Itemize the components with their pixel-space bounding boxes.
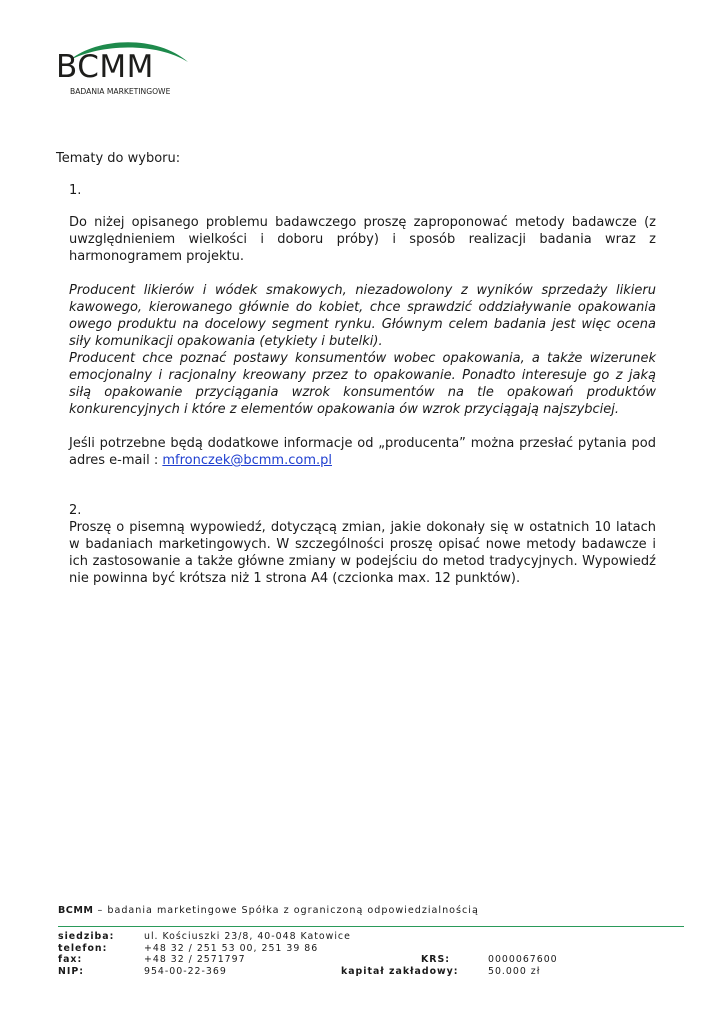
document-body [56, 150, 656, 587]
fax-value: +48 32 / 2571797 [144, 954, 246, 965]
siedziba-value: ul. Kościuszki 23/8, 40-048 Katowice [144, 931, 351, 942]
telefon-label: telefon: [58, 942, 108, 954]
topic-2 [56, 502, 656, 587]
nip-label: NIP: [58, 965, 84, 977]
kapital-value: 50.000 zł [488, 965, 541, 977]
topic-2-text: Proszę o pisemną wypowiedź, dotyczącą zmian, jakie dokonały się w ostatnich 10 latach w badaniach marketingowych. W szczególności proszę opisać nowe metody badawcze i ich zastosowanie a także główne zmiany w podejściu do metod tradycyjnych. Wypowiedź nie powinna być krótsza niż 1 strona A4 (czcionka max. 12 punktów). [69, 520, 656, 586]
topic-1-number: 1. [69, 183, 82, 198]
kapital-label: kapitał zakładowy: [341, 965, 459, 977]
email-link[interactable]: mfronczek@bcmm.com.pl [162, 453, 332, 468]
topic-2-number: 2. [69, 503, 82, 518]
nip-value: 954-00-22-369 [144, 965, 227, 977]
footer [58, 905, 684, 977]
siedziba-label: siedziba: [58, 931, 115, 942]
footer-company-name: BCMM [58, 905, 94, 916]
topics-title: Tematy do wyboru: [56, 151, 181, 166]
footer-company-desc: – badania marketingowe Spółka z ograniczoną odpowiedzialnością [93, 905, 479, 916]
contact-text: Jeśli potrzebne będą dodatkowe informacje od „producenta” można przesłać pytania pod adres e-mail : [69, 436, 656, 468]
topic-1 [56, 182, 656, 469]
telefon-value: +48 32 / 251 53 00, 251 39 86 [144, 942, 319, 954]
topic-1-intro: Do niżej opisanego problemu badawczego proszę zaproponować metody badawcze (z uwzględnieniem wielkości i doboru próby) i sposób realizacji badania wraz z harmonogramem projektu. [69, 215, 656, 264]
logo-letters: BCMM [56, 49, 154, 85]
topic-1-case-paragraph-2: Producent chce poznać postawy konsumentów wobec opakowania, a także wizerunek emocjonalny i racjonalny kreowany przez to opakowanie. Ponadto interesuje go z jaką siłą opakowanie przyciągania wzrok konsumentów na tle opakowań produktów konkurencyjnych i które z elementów opakowania ów wzrok przyciągają najszybciej. [69, 351, 656, 417]
footer-company [58, 905, 684, 916]
footer-divider [58, 926, 684, 927]
krs-value: 0000067600 [488, 954, 558, 965]
logo-subtitle: BADANIA MARKETINGOWE [70, 87, 171, 96]
topic-1-case-paragraph-1: Producent likierów i wódek smakowych, niezadowolony z wyników sprzedaży likieru kawowego, kierowanego głównie do kobiet, chce sprawdzić oddziaływanie opakowania owego produktu na docelowy segment rynku. Głównym celem badania jest więc ocena siły komunikacji opakowania (etykiety i butelki). [69, 283, 656, 349]
krs-label: KRS: [421, 954, 450, 965]
company-logo [56, 40, 196, 100]
fax-label: fax: [58, 954, 83, 965]
topic-1-contact [69, 435, 656, 469]
